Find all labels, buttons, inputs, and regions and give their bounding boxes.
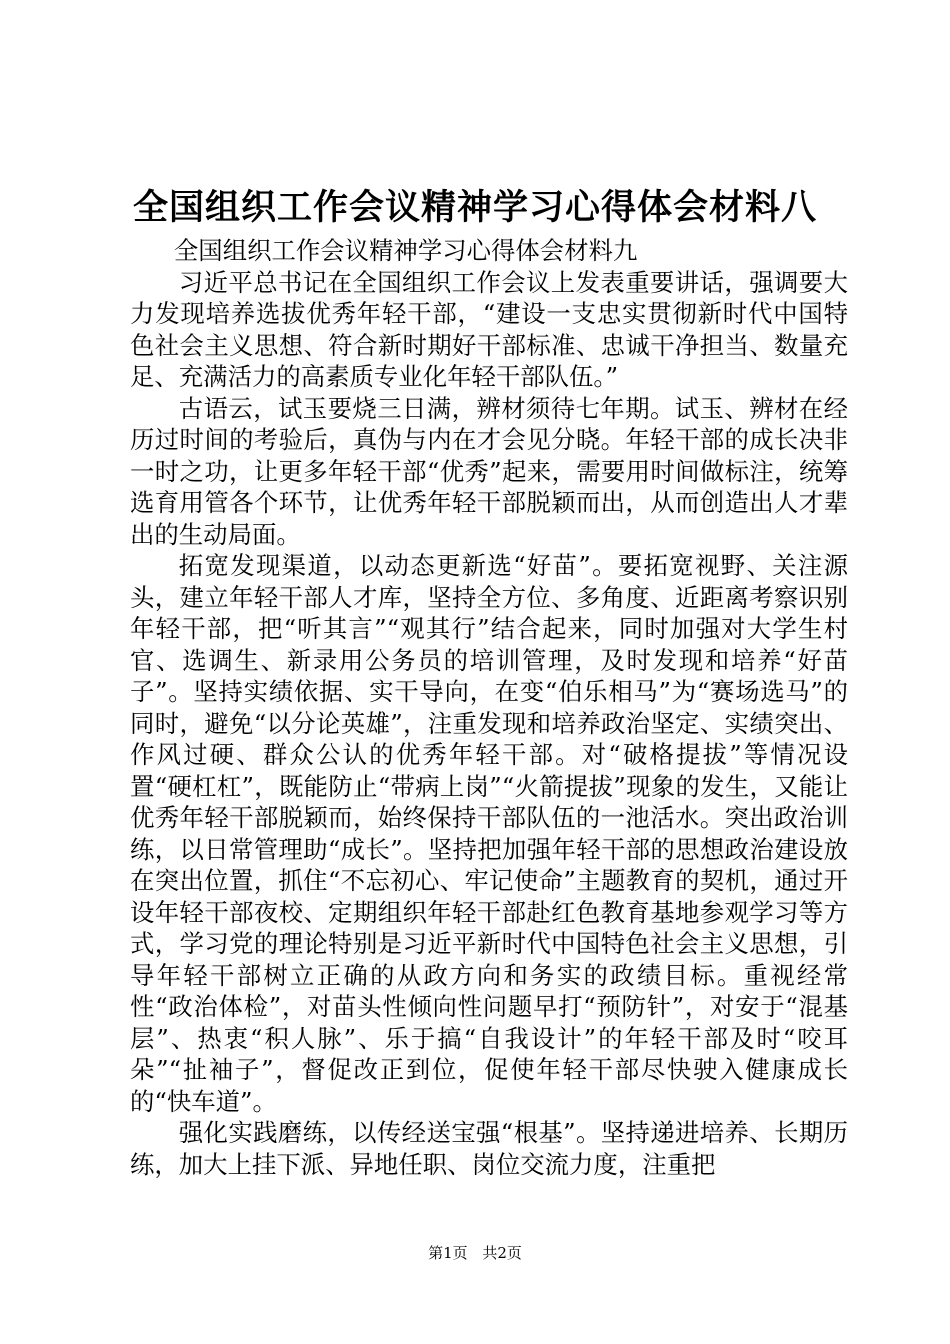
page-number-total: 共2页 xyxy=(482,1244,522,1262)
document-title: 全国组织工作会议精神学习心得体会材料八 xyxy=(132,188,817,228)
paragraph-practice: 强化实践磨练，以传经送宝强“根基”。坚持递进培养、长期历练，加大上挂下派、异地任职、岗位交流力度，注重把 xyxy=(130,1118,848,1179)
document-body xyxy=(130,235,848,1180)
paragraph-proverb: 古语云，试玉要烧三日满，辨材须待七年期。试玉、辨材在经历过时间的考验后，真伪与内在才会见分晓。年轻干部的成长决非一时之功，让更多年轻干部“优秀”起来，需要用时间做标注，统筹选育用管各个环节，让优秀年轻干部脱颖而出，从而创造出人才辈出的生动局面。 xyxy=(130,393,848,549)
paragraph-discovery: 拓宽发现渠道，以动态更新选“好苗”。要拓宽视野、关注源头，建立年轻干部人才库，坚持全方位、多角度、近距离考察识别年轻干部，把“听其言”“观其行”结合起来，同时加强对大学生村官、选调生、新录用公务员的培训管理，及时发现和培养“好苗子”。坚持实绩依据、实干导向，在变“伯乐相马”为“赛场选马”的同时，避免“以分论英雄”，注重发现和培养政治坚定、实绩突出、作风过硬、群众公认的优秀年轻干部。对“破格提拔”等情况设置“硬杠杠”，既能防止“带病上岗”“火箭提拔”现象的发生，又能让优秀年轻干部脱颖而，始终保持干部队伍的一池活水。突出政治训练，以日常管理助“成长”。坚持把加强年轻干部的思想政治建设放在突出位置，抓住“不忘初心、牢记使命”主题教育的契机，通过开设年轻干部夜校、定期组织年轻干部赴红色教育基地参观学习等方式，学习党的理论特别是习近平新时代中国特色社会主义思想，引导年轻干部树立正确的从政方向和务实的政绩目标。重视经常性“政治体检”，对苗头性倾向性问题早打“预防针”，对安于“混基层”、热衷“积人脉”、乐于搞“自我设计”的年轻干部及时“咬耳朵”“扯袖子”，督促改正到位，促使年轻干部尽快驶入健康成长的“快车道”。 xyxy=(130,551,848,1116)
page-number-current: 第1页 xyxy=(428,1244,468,1262)
paragraph-subtitle: 全国组织工作会议精神学习心得体会材料九 xyxy=(173,236,638,265)
page-footer xyxy=(0,1243,950,1263)
paragraph-intro: 习近平总书记在全国组织工作会议上发表重要讲话，强调要大力发现培养选拔优秀年轻干部，“建设一支忠实贯彻新时代中国特色社会主义思想、符合新时期好干部标准、忠诚干净担当、数量充足、充满活力的高素质专业化年轻干部队伍。” xyxy=(130,267,848,391)
